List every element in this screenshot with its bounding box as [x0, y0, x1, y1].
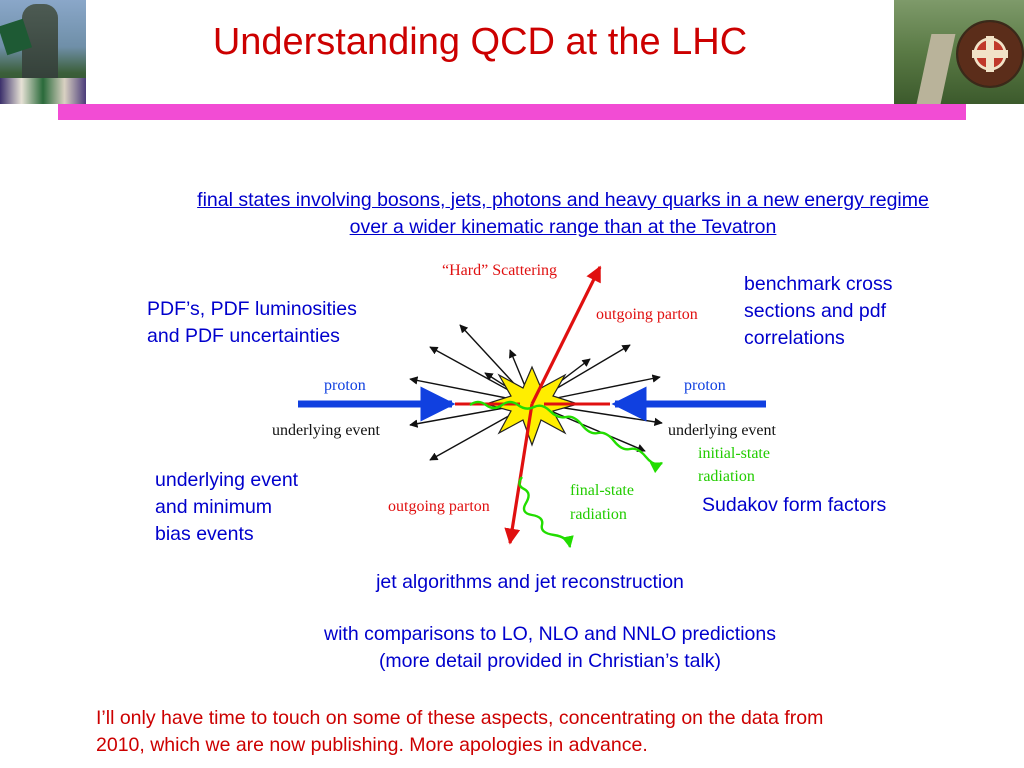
underlying-event-left-label: underlying event: [272, 422, 380, 439]
proton-left-label: proton: [324, 377, 366, 394]
benchmark-note: benchmark cross sections and pdf correlations: [744, 273, 893, 349]
final-state-label-line2: radiation: [570, 506, 627, 523]
jet-algorithms-note: jet algorithms and jet reconstruction: [376, 571, 684, 593]
closing-note: I’ll only have time to touch on some of these aspects, concentrating on the data from 2010, which we are now publishing. More apologies in advance.: [96, 707, 824, 756]
underlying-event-note: underlying event and minimum bias events: [155, 469, 299, 545]
crowd-figure: [0, 78, 86, 104]
page-title: Understanding QCD at the LHC: [212, 21, 748, 63]
university-crest-icon: [956, 20, 1024, 88]
collision-diagram: [270, 255, 810, 555]
comparison-note: with comparisons to LO, NLO and NNLO predictions (more detail provided in Christian’s talk): [324, 623, 776, 672]
header-photo-right: [894, 0, 1024, 104]
initial-state-label-line1: initial-state: [698, 445, 770, 462]
outgoing-parton-bottom-label: outgoing parton: [388, 498, 490, 515]
outgoing-parton-top-label: outgoing parton: [596, 306, 698, 323]
title-underline-bar: [58, 104, 966, 120]
intro-link[interactable]: final states involving bosons, jets, photons and heavy quarks in a new energy regime over a wider kinematic range than at the Tevatron: [197, 189, 929, 238]
header-photo-left: [0, 0, 86, 104]
hard-scattering-label: “Hard” Scattering: [442, 262, 558, 279]
final-state-label-line1: final-state: [570, 482, 634, 499]
proton-right-label: proton: [684, 377, 726, 394]
campus-path: [917, 34, 956, 104]
pdf-note: PDF’s, PDF luminosities and PDF uncertainties: [147, 298, 357, 347]
sudakov-note: Sudakov form factors: [702, 494, 887, 516]
underlying-event-right-label: underlying event: [668, 422, 776, 439]
initial-state-label-line2: radiation: [698, 468, 755, 485]
final-state-radiation-wave: [519, 477, 570, 547]
